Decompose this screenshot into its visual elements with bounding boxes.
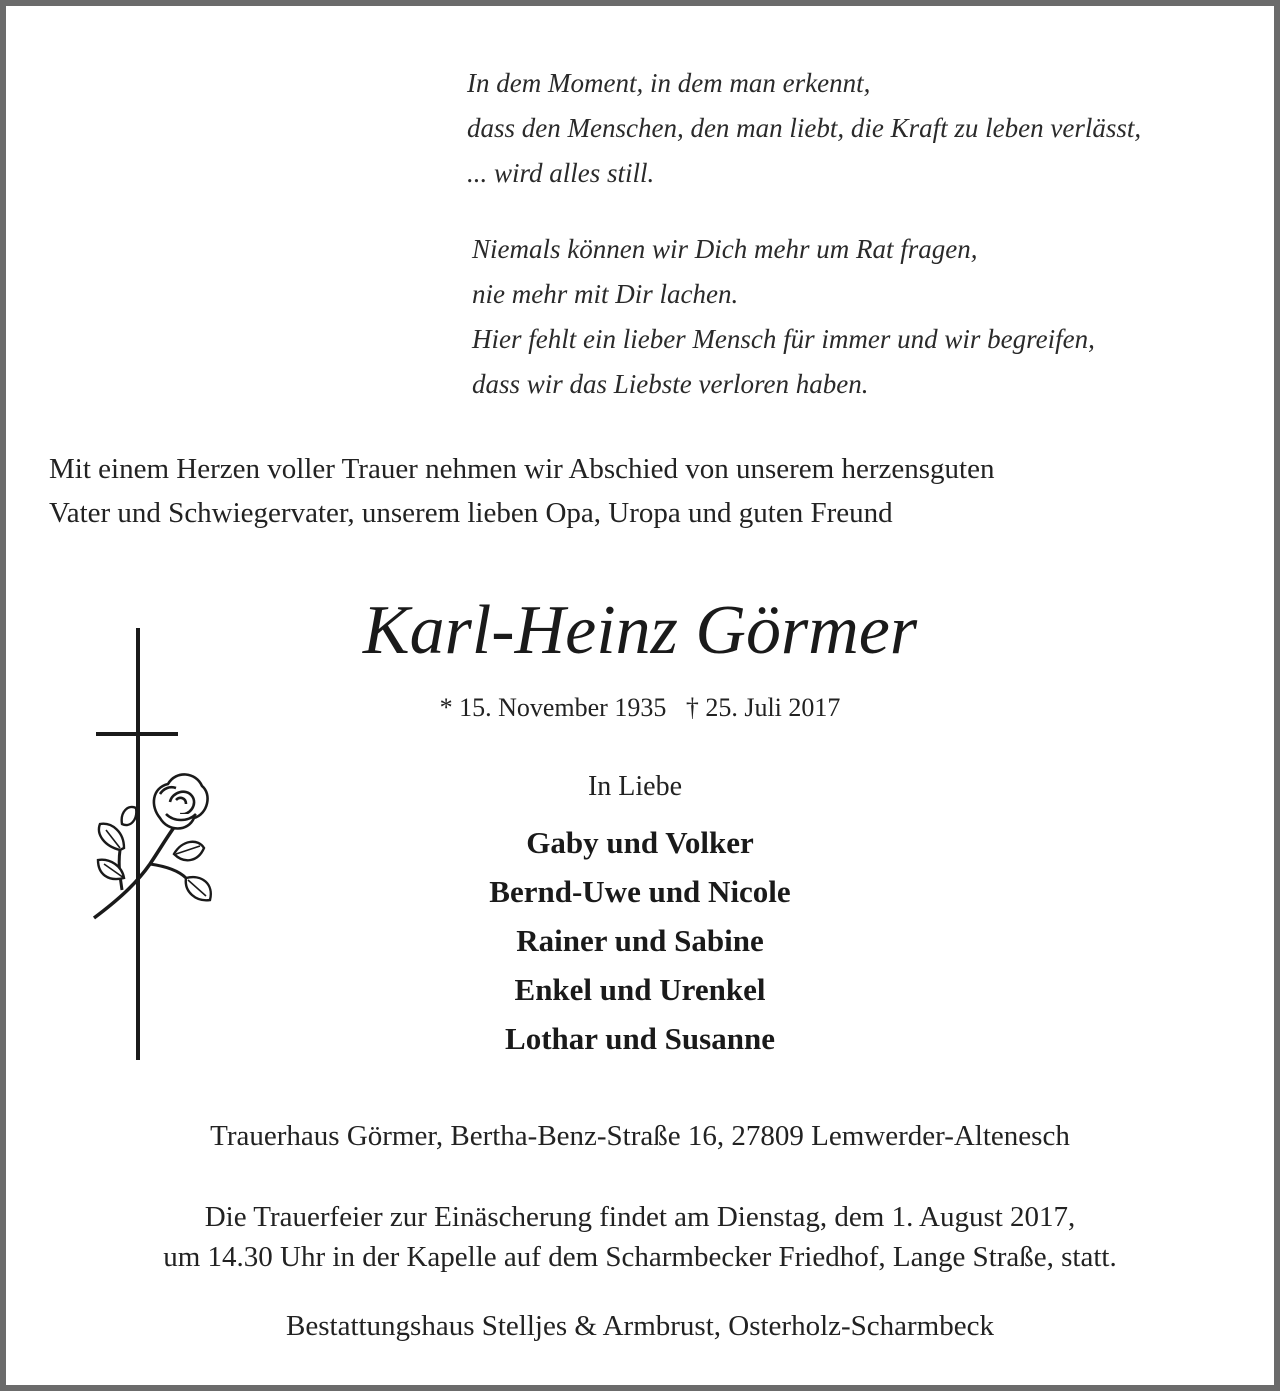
mourner-name: Enkel und Urenkel	[514, 972, 766, 1007]
mourning-house-address: Trauerhaus Görmer, Bertha-Benz-Straße 16, 27809 Lemwerder-Altenesch	[210, 1120, 1070, 1152]
mourners-list	[6, 818, 1274, 1063]
life-dates: * 15. November 1935 † 25. Juli 2017	[439, 693, 841, 722]
poem-line: nie mehr mit Dir lachen.	[472, 279, 739, 309]
poem-stanza-1	[467, 61, 1141, 196]
poem-line: ... wird alles still.	[467, 158, 655, 188]
funeral-home: Bestattungshaus Stelljes & Armbrust, Osterholz-Scharmbeck	[286, 1310, 994, 1342]
poem-line: Niemals können wir Dich mehr um Rat fragen,	[472, 234, 978, 264]
deceased-name: Karl-Heinz Görmer	[362, 592, 918, 669]
mourner-name: Rainer und Sabine	[516, 923, 764, 958]
mourner-name: Lothar und Susanne	[505, 1021, 775, 1056]
ceremony-line: um 14.30 Uhr in der Kapelle auf dem Scharmbecker Friedhof, Lange Straße, statt.	[163, 1241, 1117, 1273]
mourners-heading: In Liebe	[587, 771, 683, 802]
poem-line: dass wir das Liebste verloren haben.	[472, 369, 869, 399]
intro-line: Vater und Schwiegervater, unserem lieben Opa, Uropa und guten Freund	[49, 497, 893, 529]
ceremony-line: Die Trauerfeier zur Einäscherung findet am Dienstag, dem 1. August 2017,	[204, 1201, 1076, 1233]
poem-stanza-2	[472, 227, 1095, 407]
intro-text	[49, 447, 994, 535]
intro-line: Mit einem Herzen voller Trauer nehmen wir Abschied von unserem herzensguten	[49, 453, 995, 485]
mourner-name: Bernd-Uwe und Nicole	[489, 874, 791, 909]
poem-line: dass den Menschen, den man liebt, die Kraft zu leben verlässt,	[467, 113, 1142, 143]
poem-line: In dem Moment, in dem man erkennt,	[467, 68, 871, 98]
obituary-notice	[6, 6, 1274, 1385]
ceremony-info	[6, 1197, 1274, 1277]
mourner-name: Gaby und Volker	[526, 825, 754, 860]
poem-line: Hier fehlt ein lieber Mensch für immer und wir begreifen,	[472, 324, 1095, 354]
